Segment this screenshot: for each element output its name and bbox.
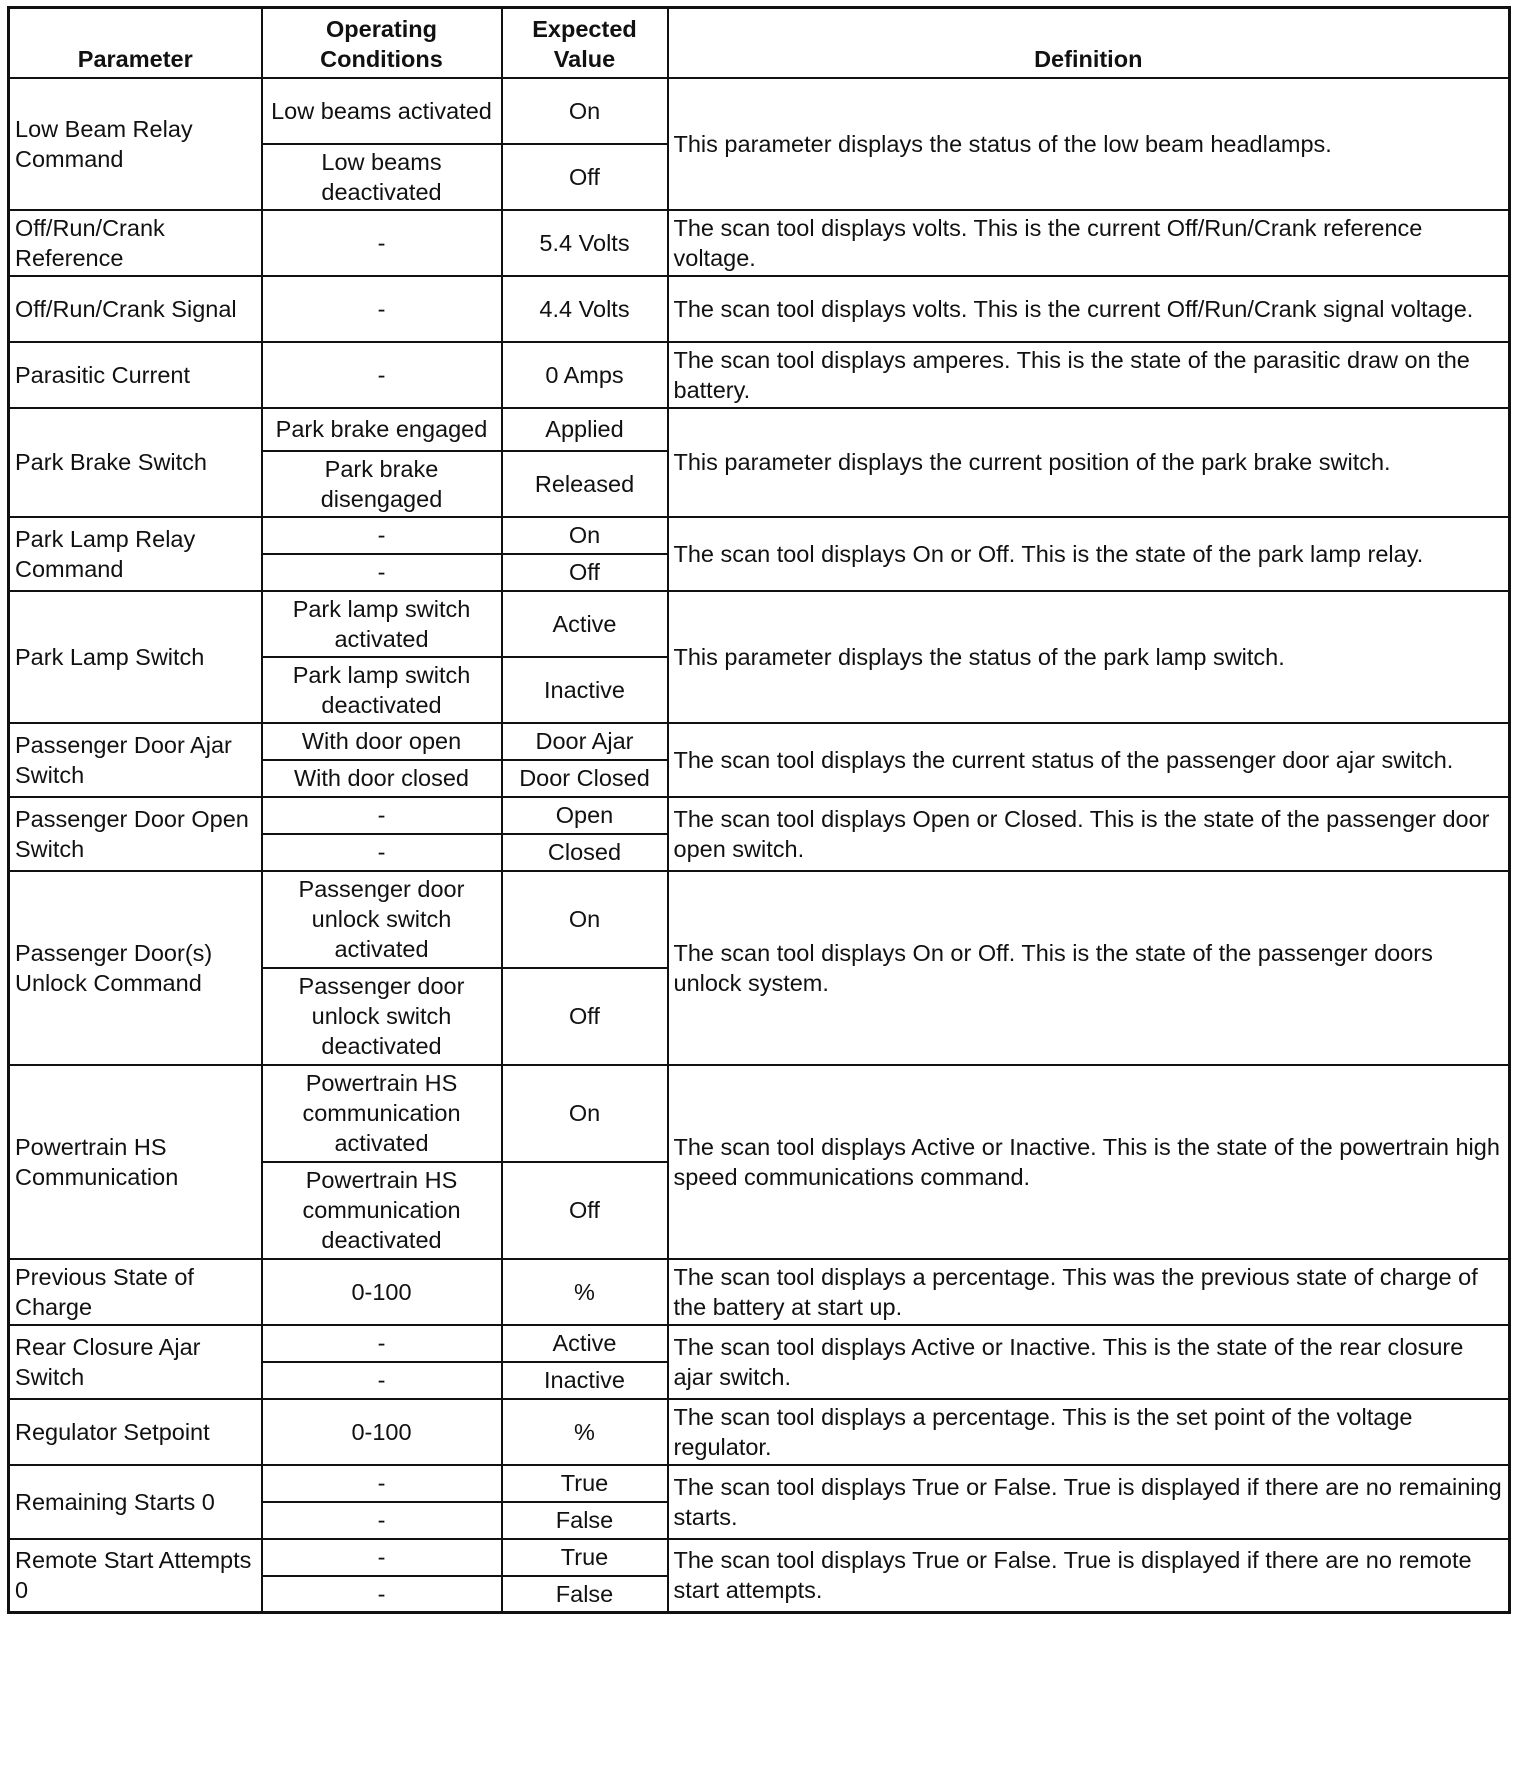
parameter-cell: Rear Closure Ajar Switch	[9, 1325, 262, 1399]
value-cell: %	[502, 1399, 668, 1465]
condition-cell: -	[262, 1325, 502, 1362]
value-cell: Door Ajar	[502, 723, 668, 760]
value-cell: Applied	[502, 408, 668, 451]
condition-cell: 0-100	[262, 1399, 502, 1465]
definition-cell: This parameter displays the current position of the park brake switch.	[668, 408, 1510, 517]
value-cell: %	[502, 1259, 668, 1325]
definition-cell: The scan tool displays Active or Inactive. This is the state of the powertrain high speed communications command.	[668, 1065, 1510, 1259]
table-row	[9, 1259, 1510, 1325]
value-cell: On	[502, 1065, 668, 1162]
parameter-cell: Passenger Door Open Switch	[9, 797, 262, 871]
condition-cell: -	[262, 1576, 502, 1613]
condition-cell: -	[262, 210, 502, 276]
parameter-cell: Park Lamp Relay Command	[9, 517, 262, 591]
value-cell: True	[502, 1465, 668, 1502]
parameter-cell: Regulator Setpoint	[9, 1399, 262, 1465]
parameter-table	[7, 6, 1511, 1614]
parameter-cell: Low Beam Relay Command	[9, 78, 262, 210]
parameter-cell: Previous State of Charge	[9, 1259, 262, 1325]
table-row	[9, 408, 1510, 451]
condition-cell: Low beams deactivated	[262, 144, 502, 210]
condition-cell: -	[262, 797, 502, 834]
header-expected-value: Expected Value	[502, 8, 668, 78]
parameter-cell: Remote Start Attempts 0	[9, 1539, 262, 1613]
definition-cell: The scan tool displays the current status of the passenger door ajar switch.	[668, 723, 1510, 797]
condition-cell: -	[262, 1539, 502, 1576]
condition-cell: -	[262, 1362, 502, 1399]
definition-cell: The scan tool displays On or Off. This is the state of the passenger doors unlock system.	[668, 871, 1510, 1065]
condition-cell: Park brake engaged	[262, 408, 502, 451]
condition-cell: -	[262, 517, 502, 554]
table-row	[9, 1399, 1510, 1465]
header-parameter: Parameter	[9, 8, 262, 78]
condition-cell: -	[262, 554, 502, 591]
table-row	[9, 871, 1510, 968]
value-cell: 0 Amps	[502, 342, 668, 408]
value-cell: Off	[502, 144, 668, 210]
table-row	[9, 78, 1510, 144]
parameter-cell: Park Brake Switch	[9, 408, 262, 517]
condition-cell: Passenger door unlock switch activated	[262, 871, 502, 968]
condition-cell: -	[262, 342, 502, 408]
table-row	[9, 723, 1510, 760]
condition-cell: Park lamp switch deactivated	[262, 657, 502, 723]
condition-cell: Powertrain HS communication deactivated	[262, 1162, 502, 1259]
value-cell: Off	[502, 968, 668, 1065]
parameter-cell: Passenger Door(s) Unlock Command	[9, 871, 262, 1065]
parameter-cell: Off/Run/Crank Signal	[9, 276, 262, 342]
value-cell: Closed	[502, 834, 668, 871]
table-row	[9, 517, 1510, 554]
parameter-cell: Powertrain HS Communication	[9, 1065, 262, 1259]
condition-cell: Powertrain HS communication activated	[262, 1065, 502, 1162]
condition-cell: Park lamp switch activated	[262, 591, 502, 657]
value-cell: Active	[502, 591, 668, 657]
value-cell: On	[502, 517, 668, 554]
value-cell: On	[502, 871, 668, 968]
value-cell: False	[502, 1502, 668, 1539]
value-cell: Off	[502, 554, 668, 591]
value-cell: Active	[502, 1325, 668, 1362]
table-row	[9, 797, 1510, 834]
definition-cell: The scan tool displays a percentage. This was the previous state of charge of the battery at start up.	[668, 1259, 1510, 1325]
definition-cell: The scan tool displays Open or Closed. This is the state of the passenger door open switch.	[668, 797, 1510, 871]
definition-cell: The scan tool displays True or False. True is displayed if there are no remote start attempts.	[668, 1539, 1510, 1613]
condition-cell: -	[262, 834, 502, 871]
condition-cell: With door open	[262, 723, 502, 760]
table-row	[9, 1465, 1510, 1502]
condition-cell: -	[262, 1502, 502, 1539]
definition-cell: The scan tool displays volts. This is the current Off/Run/Crank reference voltage.	[668, 210, 1510, 276]
value-cell: True	[502, 1539, 668, 1576]
value-cell: Open	[502, 797, 668, 834]
table-row	[9, 1325, 1510, 1362]
value-cell: Off	[502, 1162, 668, 1259]
parameter-cell: Off/Run/Crank Reference	[9, 210, 262, 276]
value-cell: Inactive	[502, 1362, 668, 1399]
definition-cell: The scan tool displays volts. This is the current Off/Run/Crank signal voltage.	[668, 276, 1510, 342]
definition-cell: The scan tool displays amperes. This is the state of the parasitic draw on the battery.	[668, 342, 1510, 408]
value-cell: Door Closed	[502, 760, 668, 797]
condition-cell: Low beams activated	[262, 78, 502, 144]
parameter-cell: Passenger Door Ajar Switch	[9, 723, 262, 797]
condition-cell: Passenger door unlock switch deactivated	[262, 968, 502, 1065]
table-row	[9, 1539, 1510, 1576]
table-row	[9, 342, 1510, 408]
value-cell: 4.4 Volts	[502, 276, 668, 342]
condition-cell: Park brake disengaged	[262, 451, 502, 517]
definition-cell: The scan tool displays On or Off. This is the state of the park lamp relay.	[668, 517, 1510, 591]
definition-cell: This parameter displays the status of the park lamp switch.	[668, 591, 1510, 723]
parameter-cell: Park Lamp Switch	[9, 591, 262, 723]
table-row	[9, 591, 1510, 657]
value-cell: False	[502, 1576, 668, 1613]
condition-cell: With door closed	[262, 760, 502, 797]
header-operating-conditions: Operating Conditions	[262, 8, 502, 78]
header-definition: Definition	[668, 8, 1510, 78]
table-row	[9, 276, 1510, 342]
value-cell: Inactive	[502, 657, 668, 723]
value-cell: 5.4 Volts	[502, 210, 668, 276]
definition-cell: The scan tool displays a percentage. This is the set point of the voltage regulator.	[668, 1399, 1510, 1465]
table-row	[9, 1065, 1510, 1162]
parameter-cell: Parasitic Current	[9, 342, 262, 408]
condition-cell: 0-100	[262, 1259, 502, 1325]
condition-cell: -	[262, 1465, 502, 1502]
condition-cell: -	[262, 276, 502, 342]
value-cell: Released	[502, 451, 668, 517]
value-cell: On	[502, 78, 668, 144]
table-row	[9, 210, 1510, 276]
definition-cell: The scan tool displays Active or Inactive. This is the state of the rear closure ajar switch.	[668, 1325, 1510, 1399]
header-row	[9, 8, 1510, 78]
definition-cell: This parameter displays the status of the low beam headlamps.	[668, 78, 1510, 210]
definition-cell: The scan tool displays True or False. True is displayed if there are no remaining starts.	[668, 1465, 1510, 1539]
parameter-cell: Remaining Starts 0	[9, 1465, 262, 1539]
